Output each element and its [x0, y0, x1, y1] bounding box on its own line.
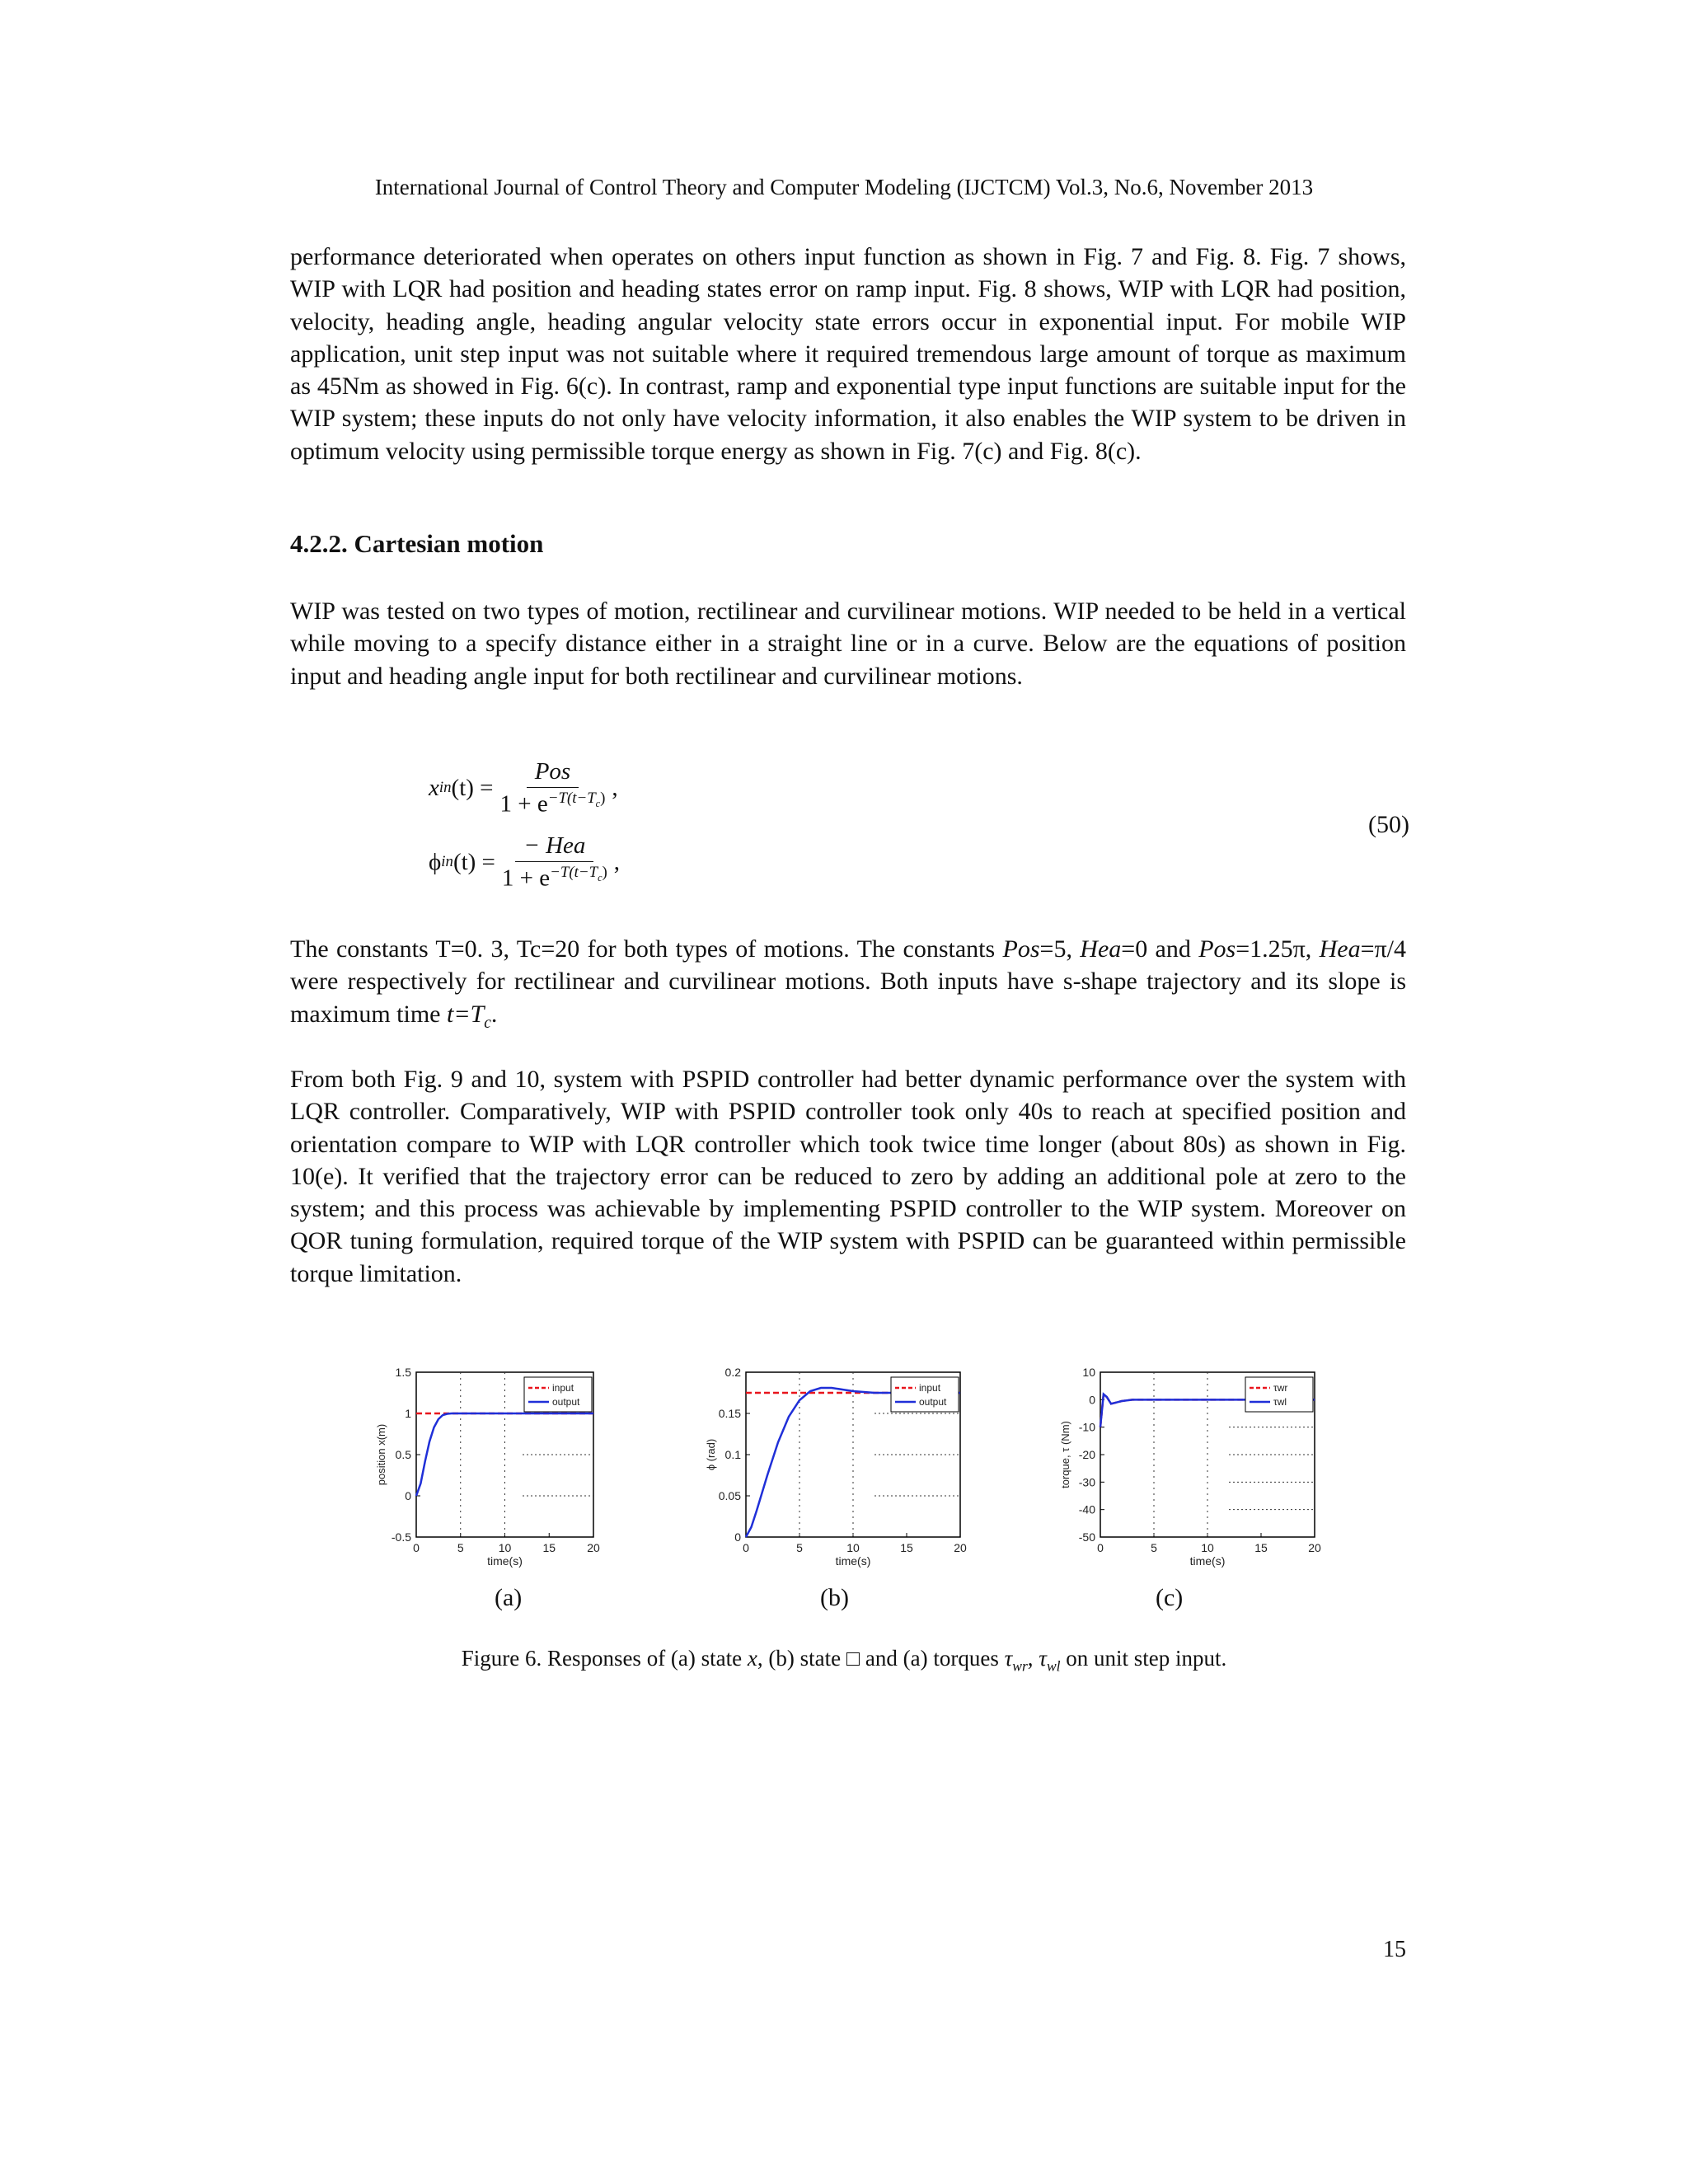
- x-tick-label: 15: [542, 1541, 556, 1554]
- x-tick-label: 5: [1151, 1541, 1157, 1554]
- page-number: 15: [1383, 1937, 1406, 1962]
- caption-tau: τ: [1039, 1646, 1047, 1671]
- x-axis-label: time(s): [835, 1554, 871, 1568]
- y-tick-label: -20: [1078, 1448, 1095, 1461]
- legend-label: output: [919, 1396, 947, 1408]
- caption-text: Figure 6. Responses of (a) state: [461, 1646, 748, 1671]
- eq-den-exp-sub: c: [598, 871, 603, 883]
- caption-text: on unit step input.: [1060, 1646, 1227, 1671]
- eq-fraction-1: [500, 758, 606, 818]
- plot-position-x: [371, 1360, 643, 1582]
- y-axis-label: ϕ (rad): [705, 1438, 717, 1471]
- caption-x: x: [747, 1646, 757, 1671]
- p3-text: =0 and: [1121, 935, 1199, 963]
- x-tick-label: 20: [954, 1541, 967, 1554]
- p3-hea: Hea: [1080, 935, 1122, 963]
- x-tick-label: 10: [846, 1541, 860, 1554]
- p3-tsub: c: [484, 1014, 491, 1032]
- paragraph-text: performance deteriorated when operates on others input function as shown in Fig. 7 and Fig. 8. Fig. 7 shows, WIP with LQR had position and heading states error on ramp input. Fig. 8 shows, WIP with LQR had position, velocity, heading angle, heading angular velocity state errors occur in exponential input. For mobile WIP application, unit step input was not suitable where it required tremendous large amount of torque as maximum as 45Nm as showed in Fig. 6(c). In contrast, ramp and exponential type input functions are suitable input for the WIP system; these inputs do not only have velocity information, it also enables the WIP system to be driven in optimum velocity using permissible torque energy as shown in Fig. 7(c) and Fig. 8(c).: [290, 243, 1406, 465]
- eq-den-exp: −T(t−T: [550, 864, 598, 881]
- eq-denominator: [502, 862, 607, 893]
- eq-denominator: [500, 788, 606, 818]
- x-axis-label: time(s): [1189, 1554, 1226, 1568]
- section-heading: 4.2.2. Cartesian motion: [290, 529, 544, 558]
- eq-lhs-x: x: [429, 774, 439, 801]
- caption-tau-sub: wl: [1046, 1657, 1061, 1675]
- paragraph-text: [290, 933, 1406, 1039]
- x-tick-label: 10: [1201, 1541, 1214, 1554]
- y-tick-label: 1.5: [395, 1366, 411, 1379]
- x-tick-label: 10: [498, 1541, 512, 1554]
- eq-arg: (t) =: [452, 848, 495, 875]
- body-paragraph-2: [290, 595, 1406, 692]
- y-axis-label: torque, τ (Nm): [1059, 1421, 1071, 1488]
- eq-comma: ,: [613, 848, 621, 875]
- equation-row-x: [429, 758, 618, 818]
- body-paragraph-3: [290, 933, 1406, 1039]
- y-tick-label: 0.5: [395, 1448, 411, 1461]
- x-tick-label: 15: [1254, 1541, 1268, 1554]
- p3-text: =5,: [1039, 935, 1081, 963]
- eq-lhs-phi-sub: in: [441, 853, 453, 871]
- y-tick-label: 10: [1082, 1366, 1095, 1379]
- caption-text: ,: [1027, 1646, 1039, 1671]
- legend-label: τwl: [1273, 1396, 1287, 1408]
- x-tick-label: 0: [413, 1541, 420, 1554]
- caption-text: and (a) torques: [860, 1646, 1005, 1671]
- legend-label: τwr: [1273, 1382, 1288, 1394]
- equation-row-phi: [429, 832, 620, 893]
- equation-50: [429, 758, 1409, 898]
- y-tick-label: 0: [405, 1489, 411, 1502]
- p3-hea: Hea: [1319, 935, 1361, 963]
- eq-den-exp-sub: c: [595, 797, 601, 809]
- y-tick-label: 0: [734, 1530, 741, 1544]
- y-tick-label: -50: [1078, 1530, 1095, 1544]
- x-tick-label: 20: [587, 1541, 600, 1554]
- x-tick-label: 0: [1097, 1541, 1104, 1554]
- paragraph-text: From both Fig. 9 and 10, system with PSPID controller had better dynamic performance over the system with LQR controller. Comparatively, WIP with PSPID controller took only 40s to reach at specified position and orientation compare to WIP with LQR controller which took twice time longer (about 80s) as shown in Fig. 10(e). It verified that the trajectory error can be reduced to zero by adding an additional pole at zero to the system; and this process was achievable by implementing PSPID controller to the WIP system. Moreover on QOR tuning formulation, required torque of the WIP system with PSPID can be guaranteed within permissible torque limitation.: [290, 1066, 1406, 1287]
- p3-pos: Pos: [1002, 935, 1040, 963]
- plot-torque: [1051, 1360, 1339, 1582]
- y-tick-label: -0.5: [391, 1530, 411, 1544]
- eq-fraction-2: [502, 832, 607, 893]
- y-tick-label: 0.1: [724, 1448, 741, 1461]
- eq-den-base: 1 + e: [499, 790, 548, 818]
- journal-header: International Journal of Control Theory and Computer Modeling (IJCTCM) Vol.3, No.6, November 2013: [374, 175, 1314, 199]
- legend-label: input: [919, 1382, 941, 1394]
- x-tick-label: 0: [743, 1541, 749, 1554]
- y-tick-label: 0.2: [724, 1366, 741, 1379]
- eq-arg: (t) =: [451, 774, 494, 801]
- y-tick-label: -30: [1078, 1475, 1095, 1489]
- x-tick-label: 15: [900, 1541, 913, 1554]
- y-tick-label: 1: [405, 1407, 411, 1420]
- caption-tau-sub: wr: [1012, 1657, 1028, 1675]
- p3-text: .: [490, 1000, 498, 1028]
- p3-text: The constants T=0. 3, Tc=20 for both types of motions. The constants: [290, 935, 1003, 963]
- eq-den-exp-close: ): [602, 864, 607, 881]
- figure-caption: [0, 1646, 1688, 1675]
- y-tick-label: 0: [1089, 1393, 1095, 1407]
- p3-text: =1.25π,: [1236, 935, 1320, 963]
- body-paragraph-1: [290, 241, 1406, 467]
- x-tick-label: 20: [1308, 1541, 1321, 1554]
- body-paragraph-4: [290, 1063, 1406, 1290]
- eq-comma: ,: [612, 774, 618, 801]
- subfig-label-c: (c): [1156, 1584, 1184, 1611]
- caption-text: , (b) state: [757, 1646, 846, 1671]
- subfig-label-a: (a): [495, 1584, 523, 1611]
- caption-missing-glyph: □: [846, 1646, 860, 1671]
- subfig-label-b: (b): [820, 1584, 849, 1611]
- y-tick-label: 0.15: [718, 1407, 741, 1420]
- paragraph-text: WIP was tested on two types of motion, rectilinear and curvilinear motions. WIP needed to be held in a vertical while moving to a specify distance either in a straight line or in a curve. Below are the equations of position input and heading angle input for both rectilinear and curvilinear motions.: [290, 598, 1406, 690]
- eq-numerator-pos: Pos: [527, 758, 579, 788]
- x-axis-label: time(s): [487, 1554, 523, 1568]
- legend-label: output: [552, 1396, 580, 1408]
- eq-lhs-phi: ϕ: [429, 848, 442, 875]
- legend-label: input: [552, 1382, 574, 1394]
- p3-pos: Pos: [1198, 935, 1236, 963]
- y-tick-label: -10: [1078, 1420, 1095, 1434]
- caption-tau: τ: [1004, 1646, 1013, 1671]
- eq-den-exp: −T(t−T: [547, 790, 596, 807]
- x-tick-label: 5: [796, 1541, 803, 1554]
- p3-text: =π/4 were respectively for rectilinear and curvilinear motions. Both inputs have s-shape trajectory and its slope is maximum time: [290, 935, 1406, 1028]
- eq-lhs-x-sub: in: [438, 779, 452, 797]
- eq-den-exp-close: ): [600, 790, 606, 807]
- y-tick-label: 0.05: [718, 1489, 741, 1502]
- eq-den-base: 1 + e: [501, 865, 551, 892]
- plot-heading-phi: [684, 1360, 973, 1582]
- p3-t: t=T: [446, 1000, 485, 1028]
- section-heading-block: [290, 529, 1406, 559]
- y-axis-label: position x(m): [375, 1423, 387, 1486]
- equation-number: (50): [1368, 811, 1409, 838]
- x-tick-label: 5: [457, 1541, 464, 1554]
- y-tick-label: -40: [1078, 1502, 1095, 1516]
- eq-numerator-hea: − Hea: [515, 832, 593, 862]
